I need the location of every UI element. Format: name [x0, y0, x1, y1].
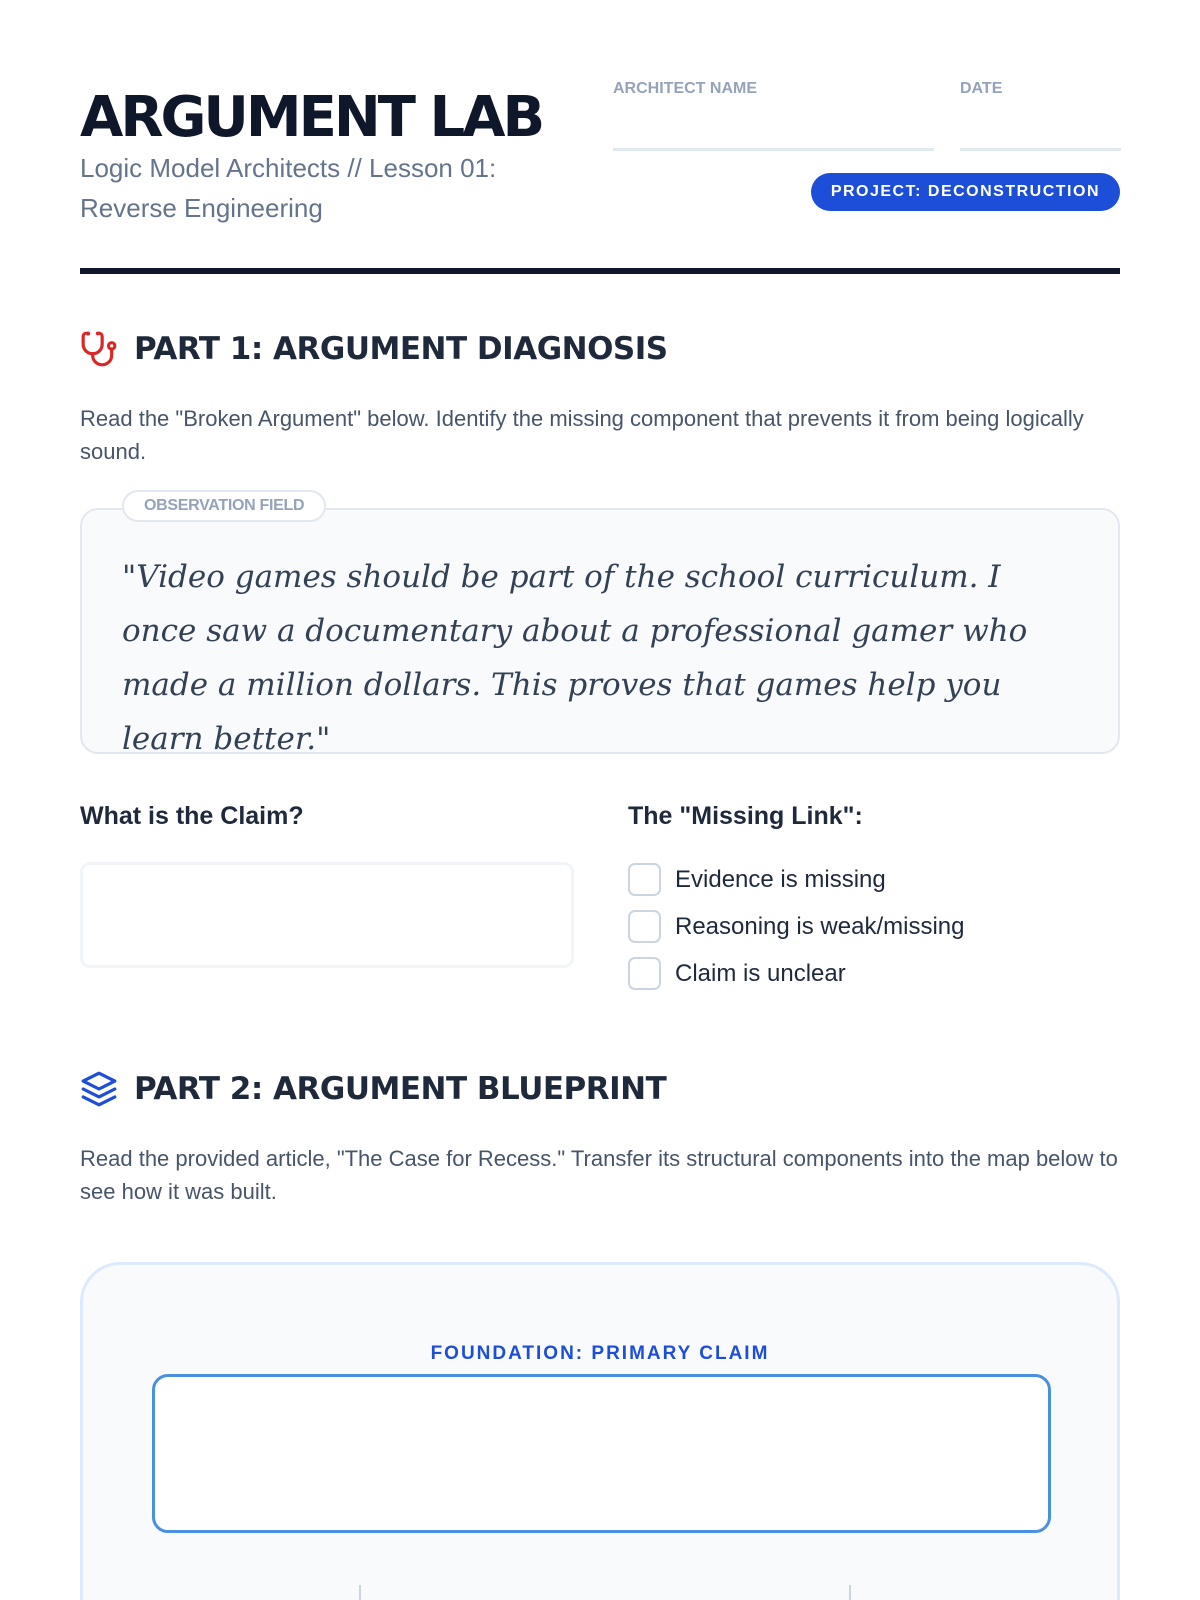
part2-title: PART 2: ARGUMENT BLUEPRINT: [134, 1071, 667, 1107]
checkbox[interactable]: [628, 910, 661, 943]
option-label: Claim is unclear: [675, 959, 846, 987]
claim-answer-box[interactable]: [80, 862, 574, 968]
date-line[interactable]: [960, 148, 1121, 151]
option-label: Evidence is missing: [675, 865, 886, 893]
architect-name-line[interactable]: [613, 148, 934, 151]
date-field: [960, 80, 1121, 151]
part2-description: Read the provided article, "The Case for Recess." Transfer its structural components into the map below to see how it was built.: [80, 1146, 1118, 1204]
page-subtitle: Logic Model Architects // Lesson 01: Reverse Engineering: [80, 153, 497, 223]
header-divider: [80, 268, 1120, 274]
primary-claim-box[interactable]: [152, 1374, 1051, 1533]
option-evidence-missing[interactable]: [628, 862, 1128, 897]
worksheet-header: [80, 80, 1120, 270]
claim-question-label: What is the Claim?: [80, 802, 304, 830]
argument-blueprint-map: [80, 1262, 1120, 1600]
option-claim-unclear[interactable]: [628, 956, 1128, 991]
option-reasoning-weak[interactable]: [628, 909, 1128, 944]
missing-link-options: [628, 862, 1128, 1003]
part1-title: PART 1: ARGUMENT DIAGNOSIS: [134, 331, 668, 367]
option-label: Reasoning is weak/missing: [675, 912, 965, 940]
broken-argument-quote: "Video games should be part of the school curriculum. I once saw a documentary about a professional gamer who made a million dollars. This proves that games help you learn better.": [122, 559, 1028, 757]
observation-tag: OBSERVATION FIELD: [122, 490, 326, 522]
checkbox[interactable]: [628, 957, 661, 990]
architect-name-label: ARCHITECT NAME: [613, 80, 757, 97]
foundation-label: FOUNDATION: PRIMARY CLAIM: [430, 1343, 770, 1364]
observation-field: [80, 508, 1120, 757]
stethoscope-icon: [80, 330, 118, 368]
right-connector-line: [849, 1585, 851, 1600]
architect-name-field: [613, 80, 934, 151]
left-connector-line: [359, 1585, 361, 1600]
layers-icon: [80, 1070, 118, 1108]
page-title: ARGUMENT LAB: [80, 85, 543, 150]
date-label: DATE: [960, 80, 1003, 97]
part2-heading: [80, 1070, 666, 1108]
part1-description: Read the "Broken Argument" below. Identify the missing component that prevents it from being logically sound.: [80, 406, 1084, 464]
project-badge: PROJECT: DECONSTRUCTION: [811, 173, 1120, 211]
part1-heading: [80, 330, 668, 368]
missing-link-label: The "Missing Link":: [628, 802, 863, 830]
checkbox[interactable]: [628, 863, 661, 896]
